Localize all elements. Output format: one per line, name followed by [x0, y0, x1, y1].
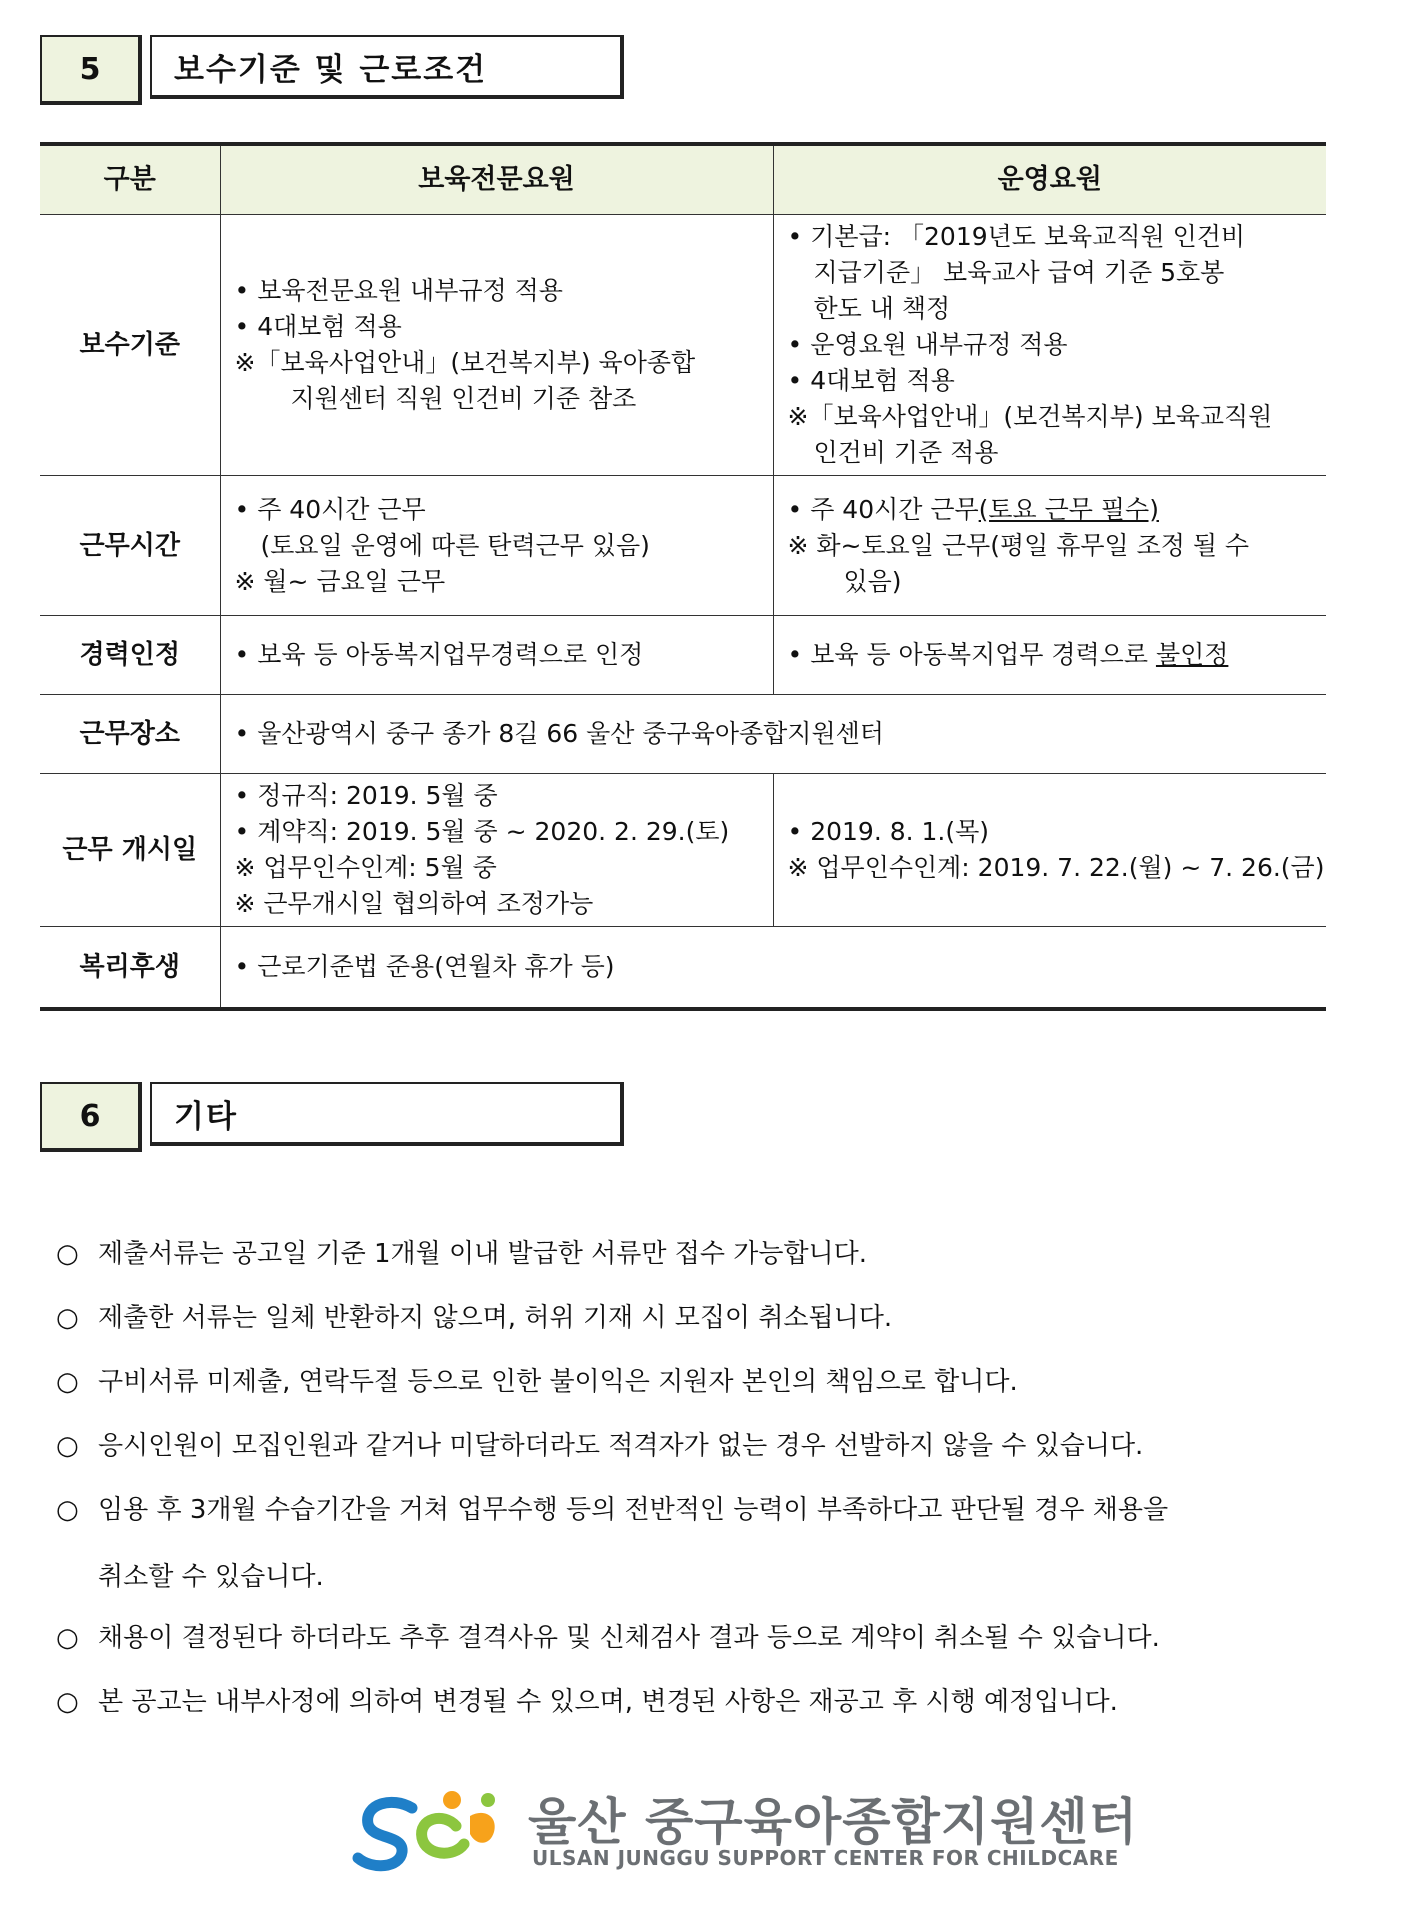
circle-bullet-icon: ○ — [56, 1687, 79, 1717]
section-5-title: 보수기준 및 근로조건 — [150, 35, 624, 99]
hours-operations-prefix: • 주 40시간 근무 — [787, 494, 979, 524]
header-childcare-specialist: 보육전문요원 — [220, 144, 773, 215]
start-specialist-line: • 계약직: 2019. 5월 중 ~ 2020. 2. 29.(토) — [234, 817, 730, 846]
section-6-title: 기타 — [150, 1082, 624, 1146]
circle-bullet-icon: ○ — [56, 1367, 79, 1397]
place-cell — [220, 695, 1326, 774]
pay-operations-cell — [773, 215, 1326, 476]
row-label-start: 근무 개시일 — [40, 774, 220, 927]
pay-operations-line: 인건비 기준 적용 — [813, 438, 999, 467]
note-text: 임용 후 3개월 수습기간을 거쳐 업무수행 등의 전반적인 능력이 부족하다고 판단될 경우 채용을 — [98, 1495, 1169, 1525]
list-item — [56, 1350, 1356, 1414]
pay-specialist-line: 지원센터 직원 인건비 기준 참조 — [290, 384, 637, 413]
circle-bullet-icon: ○ — [56, 1495, 79, 1525]
hours-specialist-line: • 주 40시간 근무 — [234, 494, 426, 524]
welfare-line: • 근로기준법 준용(연월차 휴가 등) — [234, 951, 615, 981]
hours-specialist-cell — [220, 476, 773, 616]
career-specialist-cell — [220, 616, 773, 695]
table-header-row — [40, 144, 1326, 215]
table-row-career — [40, 616, 1326, 695]
row-label-welfare: 복리후생 — [40, 927, 220, 1009]
career-operations-cell — [773, 616, 1326, 695]
start-specialist-line: ※ 근무개시일 협의하여 조정가능 — [234, 889, 594, 918]
note-text: 응시인원이 모집인원과 같거나 미달하더라도 적격자가 없는 경우 선발하지 않을 수 있습니다. — [98, 1431, 1144, 1461]
section-5-number: 5 — [40, 35, 142, 105]
hours-specialist-line: ※ 월~ 금요일 근무 — [234, 566, 446, 596]
section-6-header — [40, 1082, 632, 1152]
section-5-header — [40, 35, 632, 105]
pay-operations-line: ※「보육사업안내」(보건복지부) 보육교직원 — [787, 402, 1273, 431]
hours-operations-saturday-required: (토요 근무 필수) — [978, 494, 1159, 524]
pay-operations-line: • 기본급: 「2019년도 보육교직원 인건비 — [787, 222, 1246, 251]
start-operations-cell — [773, 774, 1326, 927]
circle-bullet-icon: ○ — [56, 1431, 79, 1461]
pay-operations-line: 한도 내 책정 — [813, 294, 951, 323]
note-text-continued: 취소할 수 있습니다. — [98, 1561, 324, 1592]
pay-specialist-line: • 4대보험 적용 — [234, 312, 402, 341]
table-row-welfare — [40, 927, 1326, 1009]
table-row-pay — [40, 215, 1326, 476]
list-item — [56, 1478, 1356, 1542]
list-item — [56, 1222, 1356, 1286]
center-name-english: ULSAN JUNGGU SUPPORT CENTER FOR CHILDCARE — [532, 1846, 1119, 1870]
row-label-pay: 보수기준 — [40, 215, 220, 476]
pay-operations-line: 지급기준」 보육교사 급여 기준 5호봉 — [813, 258, 1225, 287]
row-label-career: 경력인정 — [40, 616, 220, 695]
list-item — [56, 1606, 1356, 1670]
circle-bullet-icon: ○ — [56, 1239, 79, 1269]
list-item — [56, 1286, 1356, 1350]
center-logo-mark-icon — [352, 1786, 502, 1876]
list-item — [56, 1670, 1356, 1734]
note-text: 제출서류는 공고일 기준 1개월 이내 발급한 서류만 접수 가능합니다. — [98, 1239, 868, 1269]
list-item — [56, 1414, 1356, 1478]
hours-operations-cell — [773, 476, 1326, 616]
conditions-table — [40, 142, 1326, 1011]
hours-operations-line: ※ 화~토요일 근무(평일 휴무일 조정 될 수 — [787, 530, 1250, 560]
row-label-hours: 근무시간 — [40, 476, 220, 616]
career-operations-not-recognized: 불인정 — [1155, 640, 1229, 669]
section-6-number: 6 — [40, 1082, 142, 1152]
hours-specialist-line: (토요일 운영에 따른 탄력근무 있음) — [260, 530, 650, 560]
hours-operations-line: 있음) — [843, 566, 902, 596]
center-logo — [352, 1782, 1139, 1878]
notes-list — [56, 1222, 1356, 1734]
note-text: 본 공고는 내부사정에 의하여 변경될 수 있으며, 변경된 사항은 재공고 후 시행 예정입니다. — [98, 1687, 1118, 1717]
center-name-korean: 울산 중구육아종합지원센터 — [528, 1793, 1139, 1851]
start-specialist-cell — [220, 774, 773, 927]
note-text: 채용이 결정된다 하더라도 추후 결격사유 및 신체검사 결과 등으로 계약이 취소될 수 있습니다. — [98, 1623, 1160, 1653]
header-operations-staff: 운영요원 — [773, 144, 1326, 215]
circle-bullet-icon: ○ — [56, 1303, 79, 1333]
start-operations-line: ※ 업무인수인계: 2019. 7. 22.(월) ~ 7. 26.(금) — [787, 853, 1325, 882]
table-row-hours — [40, 476, 1326, 616]
pay-operations-line: • 4대보험 적용 — [787, 366, 955, 395]
note-text: 구비서류 미제출, 연락두절 등으로 인한 불이익은 지원자 본인의 책임으로 합니다. — [98, 1367, 1018, 1397]
place-line: • 울산광역시 중구 종가 8길 66 울산 중구육아종합지원센터 — [234, 719, 884, 748]
pay-specialist-line: ※「보육사업안내」(보건복지부) 육아종합 — [234, 348, 696, 377]
pay-specialist-line: • 보육전문요원 내부규정 적용 — [234, 276, 563, 305]
table-row-place — [40, 695, 1326, 774]
welfare-cell — [220, 927, 1326, 1009]
career-specialist-line: • 보육 등 아동복지업무경력으로 인정 — [234, 640, 644, 669]
career-operations-line — [788, 637, 1315, 673]
career-operations-prefix: • 보육 등 아동복지업무 경력으로 — [787, 640, 1156, 669]
row-label-place: 근무장소 — [40, 695, 220, 774]
pay-specialist-cell — [220, 215, 773, 476]
pay-operations-line: • 운영요원 내부규정 적용 — [787, 330, 1068, 359]
table-row-start — [40, 774, 1326, 927]
start-specialist-line: ※ 업무인수인계: 5월 중 — [234, 853, 497, 882]
start-specialist-line: • 정규직: 2019. 5월 중 — [234, 781, 498, 810]
start-operations-line: • 2019. 8. 1.(목) — [787, 817, 990, 846]
header-category: 구분 — [40, 144, 220, 215]
hours-operations-line — [788, 492, 1315, 528]
note-text: 제출한 서류는 일체 반환하지 않으며, 허위 기재 시 모집이 취소됩니다. — [98, 1303, 893, 1333]
circle-bullet-icon: ○ — [56, 1623, 79, 1653]
